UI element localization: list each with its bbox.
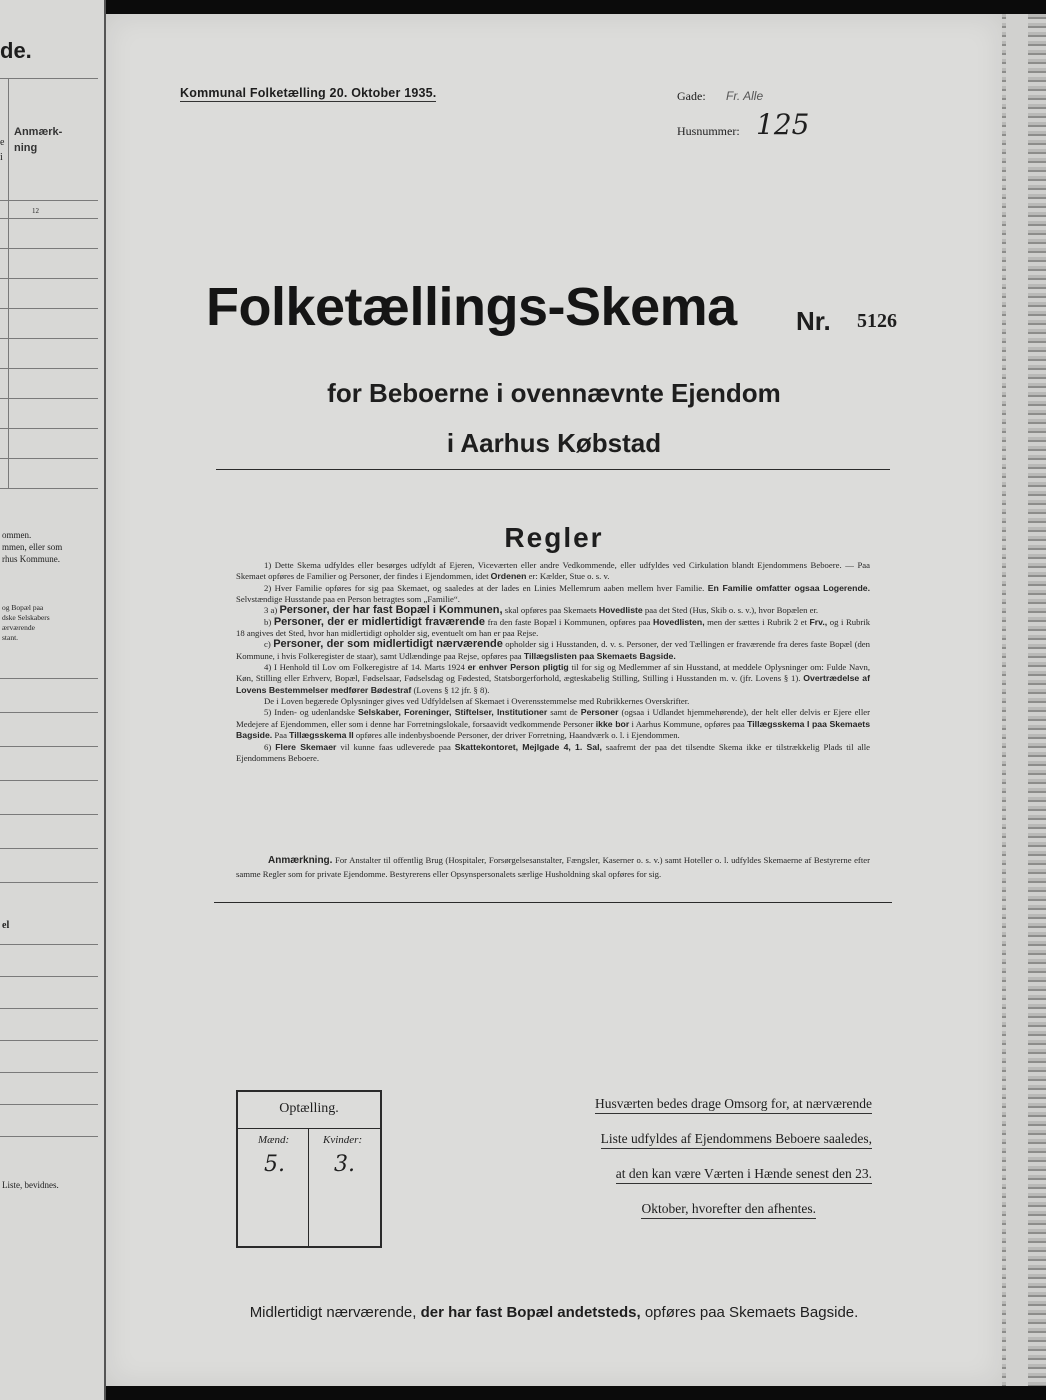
tally-divider	[238, 1128, 380, 1129]
rules-heading: Regler	[504, 522, 604, 553]
left-text-line: dske Selskabers	[2, 613, 50, 622]
left-page-rule	[0, 1104, 98, 1105]
rules-text	[236, 560, 870, 764]
left-text-line: mmen, eller som	[2, 542, 63, 552]
rule-4b: De i Loven begærede Oplysninger gives ved Udfyldelsen af Skemaet i Overensstemmelse med Rubrikkernes Overskrifter.	[264, 696, 690, 707]
left-column-header: Anmærk- ning	[14, 126, 63, 154]
tally-men-label: Mænd:	[258, 1134, 290, 1146]
census-header: Kommunal Folketælling 20. Oktober 1935.	[180, 86, 437, 100]
tally-men-value: 5.	[264, 1152, 285, 1177]
left-page-rule	[0, 248, 98, 249]
rule-2: 2) Hver Familie opføres for sig paa Skemaet, og saaledes at der lades en Linies Mellemrum aaben mellem hver Familie. En Familie omfatter ogsaa Logerende. Selvstændige Husstande paa en Person betragtes som „Familie“.	[236, 582, 870, 605]
rule-6: 6) Flere Skemaer vil kunne faas udleverede paa Skattekontoret, Mejlgade 4, 1. Sal, saafremt der paa det tilsendte Skema ikke er tilstrækkelig Plads til alle Ejendommens Beboere.	[236, 741, 871, 763]
left-text-line: rhus Kommune.	[2, 554, 60, 564]
left-page-rule	[0, 678, 98, 679]
left-text-line: stant.	[2, 633, 19, 642]
rule-5: 5) Inden- og udenlandske Selskaber, Foreninger, Stiftelser, Institutioner samt de Personer (ogsaa i Udlandet hjemmehørende), der helt eller delvis er Ejere eller Medejere af Ejendommen, eller som i denne har Forretningslokale, forsaavidt vedkommende Personer ikke bor i Aarhus Kommune, opføres paa Tillægsskema I paa Skemaets Bagside. Paa Tillægsskema II opføres alle indenbysboende Personer, der driver Forretning, Haandværk o. l. i Ejendommen.	[236, 707, 871, 741]
left-page-rule	[0, 458, 98, 459]
left-page-rule	[0, 1136, 98, 1137]
left-text-line: ommen.	[2, 530, 32, 540]
left-page-fragment	[0, 0, 106, 1400]
rule-3b: b) Personer, der er midlertidigt fraværende fra den faste Bopæl i Kommunen, opføres paa Hovedlisten, men der sættes i Rubrik 2 et Frv., og i Rubrik 18 angives det Sted, hvor han midlertidigt opholder sig, eventuelt om han er paa Rejse.	[236, 615, 871, 639]
left-page-rule	[0, 976, 98, 977]
left-page-rule	[0, 1008, 98, 1009]
rule-4: 4) I Henhold til Lov om Folkeregistre af 14. Marts 1924 er enhver Person pligtig til for sig og Medlemmer af sin Husstand, at meddele Oplysninger om: Fulde Navn, Køn, Stilling eller Erhverv, Bopæl, Fødselsaar, Fødselsdag og Fødested, Statsborgerforhold, ægteskabelig Stilling, Stilling i Husstanden m. v. (jfr. Lovens § 1). Overtrædelse af Lovens Bestemmelser medfører Bødestraf (Lovens § 12 jfr. § 8).	[236, 662, 871, 695]
left-page-rule	[0, 814, 98, 815]
left-page-rule	[0, 746, 98, 747]
form-title: Folketællings-Skema	[206, 277, 737, 337]
tally-women-label: Kvinder:	[323, 1134, 363, 1146]
left-text-line: og Bopæl paa	[2, 603, 44, 612]
left-page-rule	[0, 848, 98, 849]
left-column-number: 12	[32, 207, 39, 215]
note-label: Anmærkning.	[268, 855, 333, 866]
husnummer-value: 125	[756, 108, 810, 141]
note-text: For Anstalter til offentlig Brug (Hospitaler, Forsørgelsesanstalter, Fængsler, Kaserner o. s. v.) samt Hoteller o. l. udfyldes Skemaerne af Bestyrerne efter samme Regler som for private Ejendomme. Bestyrerens eller Opsynspersonalets særlige Husholdning skal opføres for sig.	[236, 855, 870, 879]
divider-line	[214, 902, 892, 903]
left-bottom-text: Liste, bevidnes.	[2, 1180, 59, 1190]
left-col-fragment-e: e	[0, 137, 5, 148]
rule-3a: 3 a) Personer, der har fast Bopæl i Kommunen, skal opføres paa Skemaets Hovedliste paa det Sted (Hus, Skib o. s. v.), hvor Bopælen er.	[264, 604, 819, 617]
notice-line: Liste udfyldes af Ejendommens Beboere saaledes,	[542, 1131, 872, 1166]
census-form-page	[106, 14, 1002, 1386]
landlord-notice	[542, 1096, 872, 1236]
left-label-el: el	[2, 920, 10, 931]
left-page-rule	[0, 780, 98, 781]
left-page-rule	[0, 200, 98, 201]
page-stack-edge	[1000, 14, 1046, 1386]
left-page-rule	[0, 488, 98, 489]
note-paragraph	[236, 854, 870, 880]
rule-1: 1) Dette Skema udfyldes eller besørges udfyldt af Ejeren, Viceværten eller andre Vedkommende, eller udfyldes ved Cirkulation blandt Ejendommens Beboere. — Paa Skemaet opføres de Familier og Personer, der findes i Ejendommen, idet Ordenen er: Kælder, Stue o. s. v.	[236, 560, 870, 582]
husnummer-label: Husnummer:	[677, 124, 740, 138]
left-page-rule	[0, 944, 98, 945]
footer-note: Midlertidigt nærværende, der har fast Bopæl andetsteds, opføres paa Skemaets Bagside.	[249, 1304, 859, 1321]
left-page-rule	[0, 1072, 98, 1073]
divider-line	[216, 469, 890, 470]
left-page-column-line	[8, 78, 9, 488]
form-number-label: Nr.	[796, 306, 831, 336]
left-page-rule	[0, 712, 98, 713]
rule-3c: c) Personer, der som midlertidigt nærværende opholder sig i Husstanden, d. v. s. Personer, der ved Tællingen er fraværende fra deres faste Bopæl (den Kommune, i hvis Folkeregister de staar), samt Udlændinge paa Rejse, opføres paa Tillægslisten paa Skemaets Bagside.	[236, 638, 871, 661]
left-page-rule	[0, 398, 98, 399]
left-page-rule	[0, 78, 98, 79]
notice-line: Oktober, hvorefter den afhentes.	[542, 1201, 872, 1236]
gade-value: Fr. Alle	[726, 89, 764, 103]
notice-line: at den kan være Værten i Hænde senest den 23.	[542, 1166, 872, 1201]
left-text-line: ærværende	[2, 623, 35, 632]
tally-title: Optælling.	[279, 1101, 339, 1116]
left-page-rule	[0, 338, 98, 339]
left-page-rule	[0, 882, 98, 883]
left-col-fragment-i: i	[0, 152, 3, 163]
left-page-rule	[0, 308, 98, 309]
left-page-rule	[0, 428, 98, 429]
form-subtitle: for Beboerne i ovennævnte Ejendom	[327, 378, 781, 408]
left-page-rule	[0, 278, 98, 279]
form-subtitle-location: i Aarhus Købstad	[446, 428, 662, 458]
gade-label: Gade:	[677, 89, 706, 103]
left-page-rule	[0, 368, 98, 369]
form-number-value: 5126	[857, 310, 897, 332]
left-page-heading: de.	[0, 38, 32, 63]
notice-line: Husværten bedes drage Omsorg for, at nærværende	[542, 1096, 872, 1131]
tally-box	[236, 1090, 382, 1248]
tally-divider	[308, 1128, 309, 1246]
tally-women-value: 3.	[334, 1152, 355, 1177]
left-page-rule	[0, 1040, 98, 1041]
left-page-rule	[0, 218, 98, 219]
